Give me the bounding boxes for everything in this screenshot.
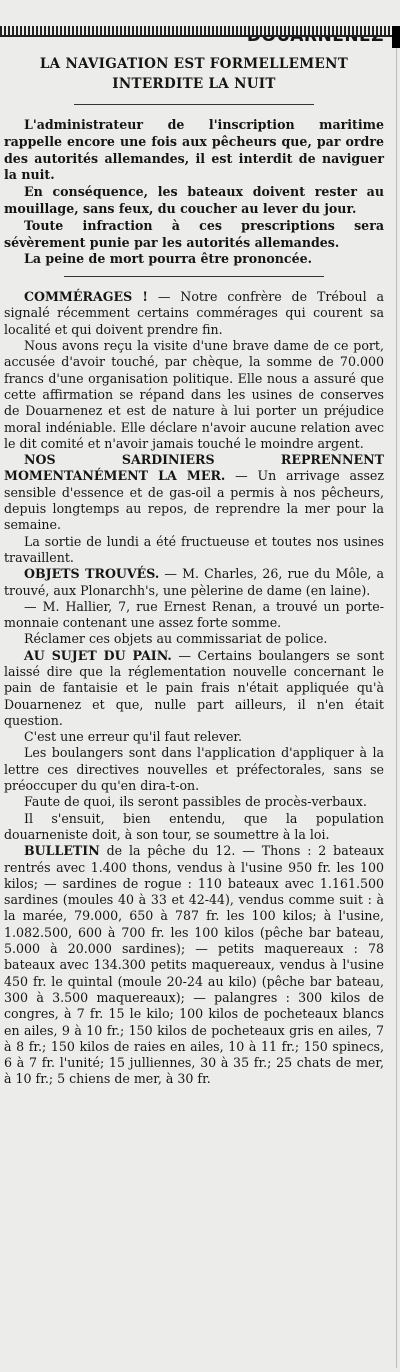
article-paragraph: — M. Hallier, 7, rue Ernest Renan, a trouvé un porte-monnaie contenant une assez forte somme. [4, 598, 384, 631]
notice-paragraph: En conséquence, les bateaux doivent rester au mouillage, sans feux, du coucher au lever du jour. [4, 184, 384, 216]
column-right-rule [396, 48, 397, 1368]
headline-line-1: LA NAVIGATION EST FORMELLEMENT [39, 56, 349, 72]
newspaper-column [0, 26, 400, 1372]
rubric-bulletin: BULLETIN [24, 843, 100, 859]
article-paragraph: La sortie de lundi a été fructueuse et toutes nos usines travaillent. [4, 533, 384, 565]
article-pain-lead: AU SUJET DU PAIN. — Certains boulangers se sont laissé dire que la réglementation nouvelle concernant le pain de fantaisie et le pain frais n'était appliquée qu'à Douarnenez et que, nulle part ailleurs, il n'en était question. [4, 647, 385, 728]
notice-paragraph: Toute infraction à ces prescriptions sera sévèrement punie par les autorités allemandes. [4, 217, 384, 250]
rubric-objets-trouves: OBJETS TROUVÉS. [24, 566, 160, 582]
rubric-pain: AU SUJET DU PAIN. [24, 647, 172, 663]
article-paragraph: Faute de quoi, ils seront passibles de procès-verbaux. [24, 794, 367, 810]
notice-paragraph: L'administrateur de l'inscription maritime rappelle encore une fois aux pêcheurs que, par ordre des autorités allemandes, il est interdit de naviguer la nuit. [4, 117, 384, 183]
article-paragraph: Réclamer ces objets au commissariat de police. [24, 631, 328, 647]
article-objets-lead: OBJETS TROUVÉS. — M. Charles, 26, rue du Môle, a trouvé, aux Plonarchh's, une pèlerine de dame (en laine). [4, 566, 385, 598]
notice-divider [64, 276, 324, 277]
rubric-sardiniers: NOS SARDINIERS REPRENNENT MOMENTANÉMENT LA MER. [4, 452, 384, 484]
article-sardiniers-lead: NOS SARDINIERS REPRENNENT MOMENTANÉMENT LA MER. — Un arrivage assez sensible d'essence et de gas-oil a permis à nos pêcheurs, depuis longtemps au repos, de reprendre la mer pour la semaine. [4, 452, 384, 533]
article-commerages-lead: COMMÉRAGES ! — Notre confrère de Tréboul a signalé récemment certains commérages qui courent sa localité et qui doivent prendre fin. [4, 289, 384, 337]
corner-mark [392, 26, 400, 48]
headline-line-2: INTERDITE LA NUIT [112, 76, 276, 92]
top-solid-rule [0, 35, 400, 37]
top-decorative-rule [0, 26, 400, 35]
navigation-notice [4, 117, 384, 268]
article-paragraph: Les boulangers sont dans l'application d'appliquer à la lettre ces directives nouvelles et préfectorales, sans se préoccuper du qu'en dira-t-on. [4, 745, 384, 794]
article-paragraph: Nous avons reçu la visite d'une brave dame de ce port, accusée d'avoir touché, par chèque, la somme de 70.000 francs d'une organisation politique. Elle nous a assuré que cette affirmation se répand dans les usines de conserves de Douarnenez et est de nature à lui porter un préjudice moral indéniable. Elle déclare n'avoir aucune relation avec le dit comité et n'avoir jamais touché le moindre argent. [4, 338, 384, 451]
article-paragraph: Il s'ensuit, bien entendu, que la population douarneniste doit, à son tour, se soumettre à la loi. [4, 810, 384, 842]
headline-divider [74, 104, 314, 105]
article-paragraph: C'est une erreur qu'il faut relever. [24, 729, 243, 745]
notice-paragraph: La peine de mort pourra être prononcée. [24, 251, 312, 267]
article-bulletin-lead: BULLETIN de la pêche du 12. — Thons : 2 bateaux rentrés avec 1.400 thons, vendus à l'usine 950 fr. les 100 kilos; — sardines de rogue : 110 bateaux avec 1.161.500 sardines (moules 40 à 33 et 42-44), vendus comme suit : à la marée, 79.000, 650 à 787 fr. les 100 kilos; à l'usine, 1.082.500, 600 à 700 fr. les 100 kilos (pêche bar bateau, 5.000 à 20.000 sardines); — petits maquereaux : 78 bateaux avec 134.300 petits maquereaux, vendus à l'usine 450 fr. le quintal (moule 20-24 au kilo) (pêche bar bateau, 300 à 3.500 maquereaux); — palangres : 300 kilos de congres, à 7 fr. 15 le kilo; 100 kilos de pocheteaux blancs en ailes, 9 à 10 fr.; 150 kilos de pocheteaux gris en ailes, 7 à 8 fr.; 150 kilos de raies en ailes, 10 à 11 fr.; 150 spinecs, 6 à 7 fr. l'unité; 15 julliennes, 30 à 35 fr.; 25 chats de mer, à 10 fr.; 5 chiens de mer, à 30 fr. [4, 843, 384, 1087]
rubric-commerages: COMMÉRAGES ! [24, 289, 148, 305]
article-headline [4, 54, 384, 94]
local-news [4, 289, 384, 1088]
